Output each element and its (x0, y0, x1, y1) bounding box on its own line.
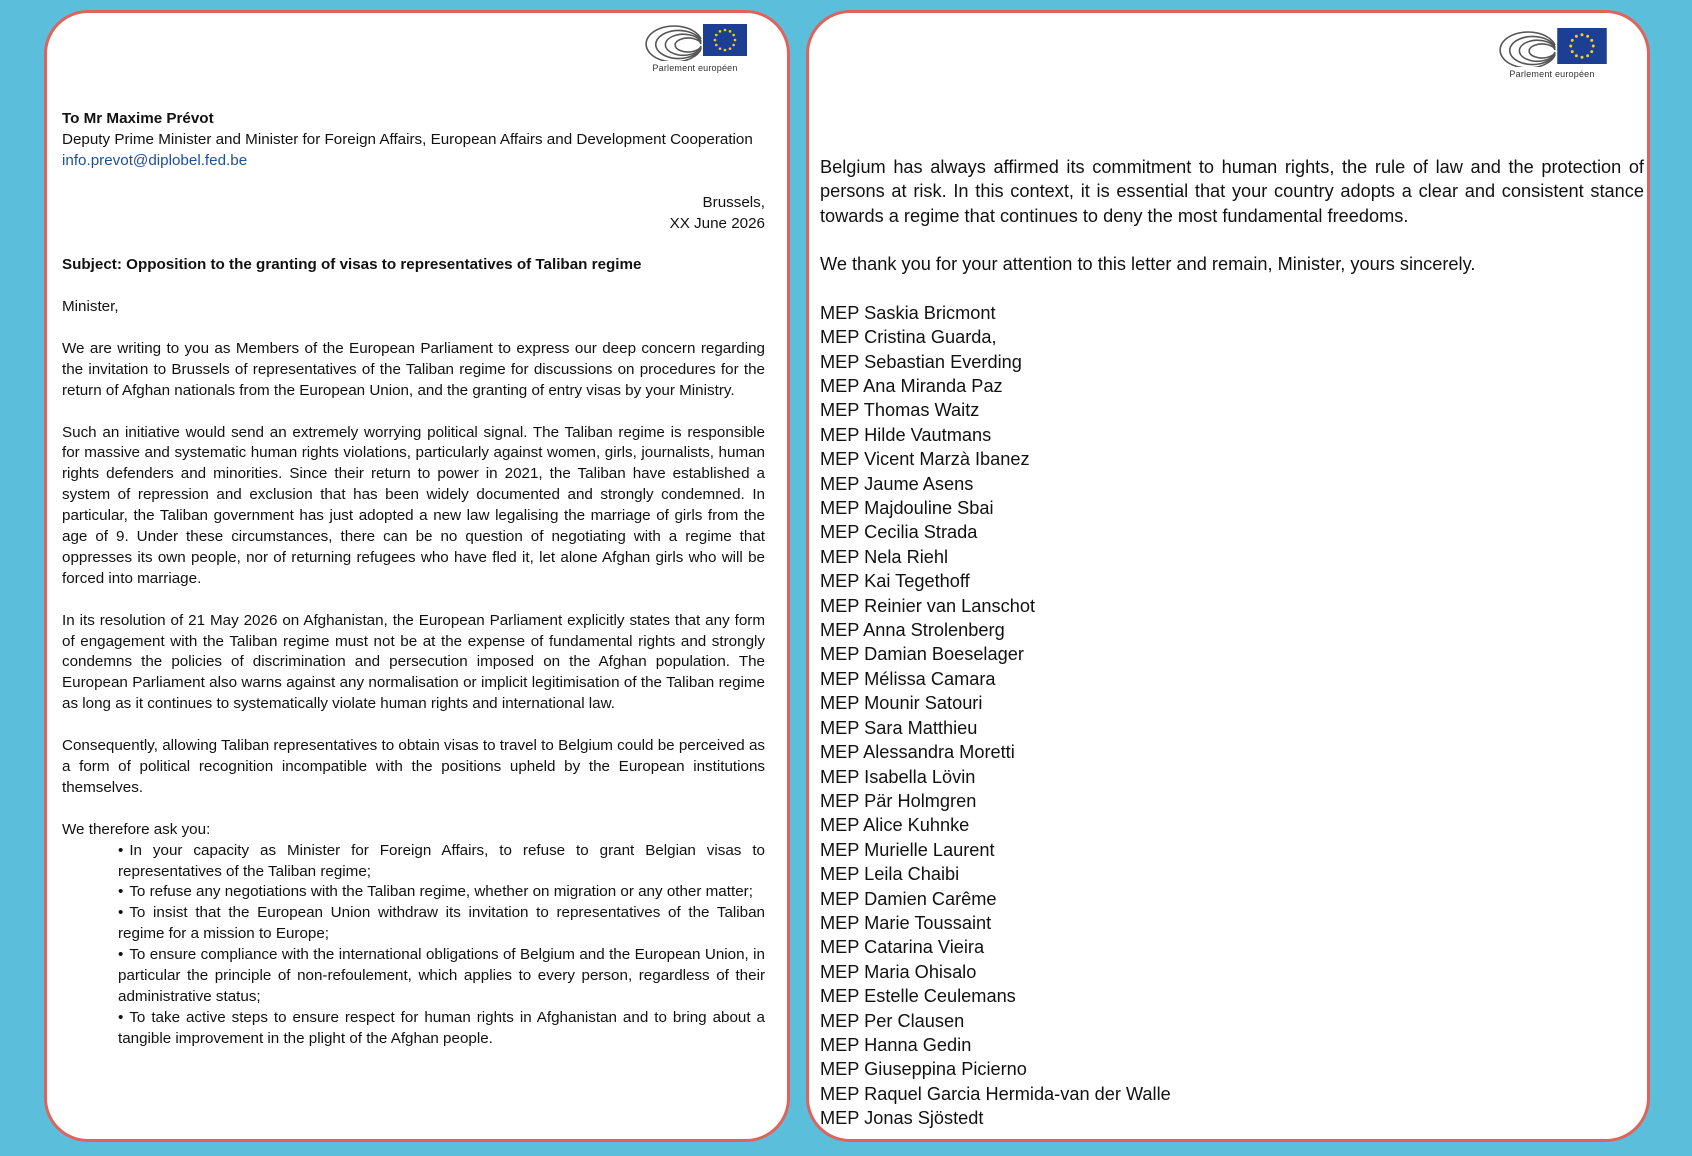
recipient-title: Deputy Prime Minister and Minister for Foreign Affairs, European Affairs and Development Cooperation (62, 130, 753, 148)
signatory-item: MEP Catarina Vieira (820, 937, 985, 958)
eu-star-icon (1592, 45, 1595, 48)
signatory-item: MEP Maria Ohisalo (820, 961, 977, 982)
closing-paragraph-1: Belgium has always affirmed its commitment to human rights, the rule of law and the protection of persons at risk. In this context, it is essential that your country adopts a clear and consistent stance towards a regime that continues to deny the most fundamental freedoms. (820, 157, 1644, 226)
signatory-item: MEP Cecilia Strada (820, 522, 978, 543)
eu-star-icon (729, 30, 732, 33)
eu-star-icon (1586, 35, 1589, 38)
logo-text: Parlement européen (1509, 69, 1595, 79)
signatory-item: MEP Sara Matthieu (820, 717, 978, 738)
signatory-item: MEP Anna Strolenberg (820, 620, 1005, 641)
signatory-item: MEP Majdouline Sbai (820, 498, 994, 519)
signatory-item: MEP Thomas Waitz (820, 400, 980, 421)
signatory-item: MEP Murielle Laurent (820, 839, 995, 860)
signatory-item: MEP Cristina Guarda, (820, 327, 997, 348)
eu-star-icon (1575, 35, 1578, 38)
eu-star-icon (714, 39, 717, 42)
signatory-item: MEP Jaume Asens (820, 473, 974, 494)
signatory-item: MEP Giuseppina Picierno (820, 1059, 1027, 1080)
european-parliament-logo (643, 19, 747, 73)
list-item: • To insist that the European Union withdraw its invitation to representatives of the Taliban regime for a mission to Europe; (118, 904, 765, 943)
eu-star-icon (724, 29, 727, 32)
ask-intro: We therefore ask you: (62, 820, 211, 838)
european-parliament-logo (1497, 25, 1607, 79)
letter-date: XX June 2026 (669, 214, 765, 232)
signatory-item: MEP Alice Kuhnke (820, 815, 970, 836)
paragraph-1: We are writing to you as Members of the European Parliament to express our deep concern regarding the invitation to Brussels of representatives of the Taliban regime for discussions on procedures for the return of Afghan nationals from the European Union, and the granting of entry visas by your Ministry. (62, 339, 765, 399)
signatory-item: MEP Pär Holmgren (820, 790, 977, 811)
eu-flag-icon (703, 24, 747, 56)
eu-star-icon (1571, 50, 1574, 53)
signatory-item: MEP Kai Tegethoff (820, 571, 970, 592)
eu-star-icon (1581, 33, 1584, 36)
recipient-name: To Mr Maxime Prévot (62, 110, 214, 127)
signatory-list (820, 301, 1644, 1131)
signatory-item: MEP Saskia Bricmont (820, 302, 996, 323)
eu-star-icon (1590, 39, 1593, 42)
letter-place: Brussels, (702, 193, 765, 211)
signatory-item: MEP Reinier van Lanschot (820, 595, 1035, 616)
eu-star-icon (719, 47, 722, 50)
eu-flag-icon (1557, 28, 1607, 64)
eu-star-icon (1571, 39, 1574, 42)
signatory-item: MEP Nela Riehl (820, 546, 949, 567)
signatory-item: MEP Estelle Ceulemans (820, 986, 1016, 1007)
ask-list (62, 841, 765, 1050)
signatory-item: MEP Alessandra Moretti (820, 742, 1015, 763)
list-item: • To ensure compliance with the international obligations of Belgium and the European Union, in particular the principle of non-refoulement, which applies to every person, regardless of their administrative status; (118, 946, 765, 1005)
signatory-item: MEP Jonas Sjöstedt (820, 1108, 984, 1129)
eu-star-icon (1569, 45, 1572, 48)
signatory-item: MEP Marie Toussaint (820, 912, 992, 933)
signatory-item: MEP Hilde Vautmans (820, 424, 992, 445)
letter-body (62, 109, 765, 1050)
parliament-hemicycle-icon (1497, 25, 1557, 67)
eu-star-icon (734, 39, 737, 42)
signatory-item: MEP Damian Boeselager (820, 644, 1024, 665)
eu-star-icon (1586, 54, 1589, 57)
eu-star-icon (1575, 54, 1578, 57)
letter-page-2 (806, 10, 1650, 1142)
signatory-item: MEP Leila Chaibi (820, 864, 960, 885)
logo-text: Parlement européen (652, 63, 738, 73)
parliament-hemicycle-icon (643, 19, 703, 61)
paragraph-4: Consequently, allowing Taliban representatives to obtain visas to travel to Belgium could be perceived as a form of political recognition incompatible with the positions upheld by the European institutions themselves. (62, 737, 765, 796)
signatory-item: MEP Vicent Marzà Ibanez (820, 449, 1030, 470)
eu-star-icon (724, 49, 727, 52)
paragraph-2: Such an initiative would send an extremely worrying political signal. The Taliban regime is responsible for massive and systematic human rights violations, particularly against women, girls, journalists, human rights defenders and minorities. Since their return to power in 2021, the Taliban have established a system of repression and exclusion that has been widely documented and strongly condemned. In particular, the Taliban government has just adopted a new law legalising the marriage of girls from the age of 9. Under these circumstances, there can be no question of negotiating with a regime that oppresses its own people, nor of returning refugees who have fled it, let alone Afghan girls who will be forced into marriage. (62, 423, 765, 587)
list-item: • To take active steps to ensure respect for human rights in Afghanistan and to bring about a tangible improvement in the plight of the Afghan people. (118, 1008, 765, 1047)
eu-star-icon (732, 34, 735, 37)
signatory-item: MEP Mounir Satouri (820, 693, 983, 714)
list-item: • In your capacity as Minister for Foreign Affairs, to refuse to grant Belgian visas to representatives of the Taliban regime; (118, 841, 765, 880)
eu-star-icon (732, 44, 735, 47)
signatory-item: MEP Sebastian Everding (820, 351, 1022, 372)
eu-star-icon (729, 47, 732, 50)
list-item: • To refuse any negotiations with the Taliban regime, whether on migration or any other matter; (118, 883, 753, 901)
eu-star-icon (719, 30, 722, 33)
closing-paragraph-2: We thank you for your attention to this letter and remain, Minister, yours sincerely. (820, 254, 1476, 275)
letter-salutation: Minister, (62, 298, 119, 316)
letter-body-continued (820, 155, 1644, 1131)
signatory-item: MEP Ana Miranda Paz (820, 376, 1003, 396)
signatory-item: MEP Damien Carême (820, 888, 997, 909)
eu-star-icon (1590, 50, 1593, 53)
eu-star-icon (1581, 56, 1584, 59)
signatory-item: MEP Mélissa Camara (820, 668, 996, 689)
letter-page-1 (44, 10, 790, 1142)
signatory-item: MEP Isabella Lövin (820, 766, 976, 787)
letter-subject: Subject: Opposition to the granting of visas to representatives of Taliban regime (62, 256, 642, 274)
signatory-item: MEP Raquel Garcia Hermida-van der Walle (820, 1083, 1171, 1104)
recipient-email-link[interactable]: info.prevot@diplobel.fed.be (62, 151, 248, 169)
signatory-item: MEP Hanna Gedin (820, 1034, 972, 1055)
eu-star-icon (715, 34, 718, 37)
paragraph-3: In its resolution of 21 May 2026 on Afghanistan, the European Parliament explicitly states that any form of engagement with the Taliban regime must not be at the expense of fundamental rights and strongly condemns the policies of discrimination and persecution imposed on the Afghan population. The European Parliament also warns against any normalisation or implicit legitimisation of the Taliban regime as long as it continues to systematically violate human rights and international law. (62, 611, 765, 713)
signatory-item: MEP Per Clausen (820, 1010, 965, 1031)
eu-star-icon (715, 44, 718, 47)
